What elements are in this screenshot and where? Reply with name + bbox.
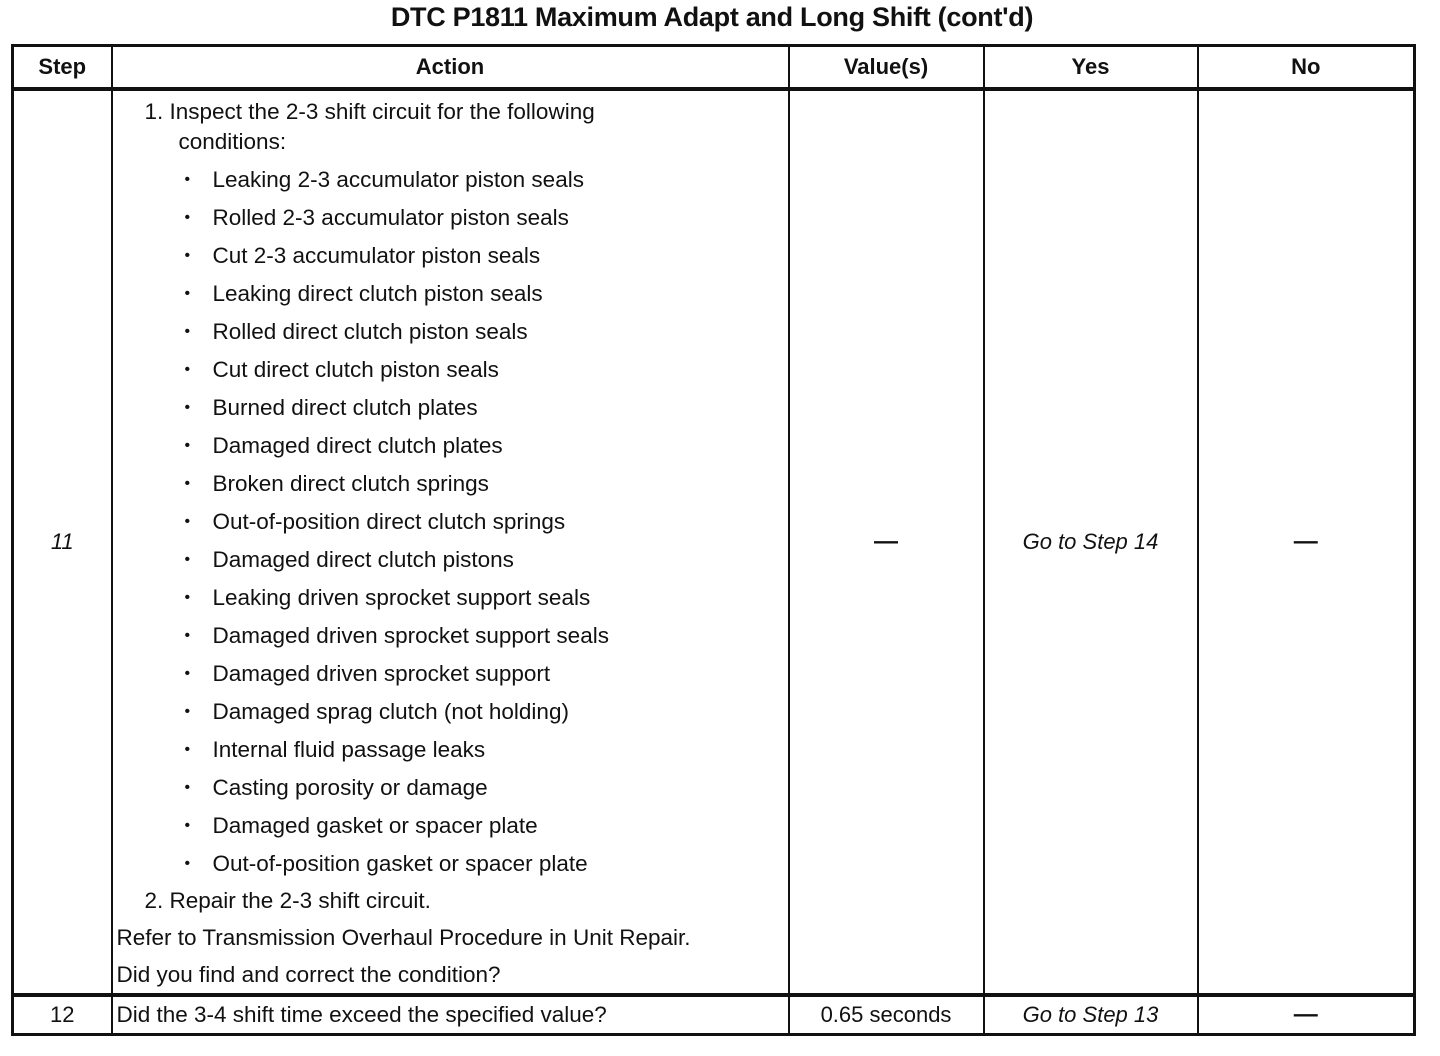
- header-action: Action: [112, 46, 789, 90]
- page-title: DTC P1811 Maximum Adapt and Long Shift (cont'd): [390, 2, 1034, 32]
- action-item-1-line2: conditions:: [178, 129, 287, 154]
- conditions-list: [113, 161, 788, 883]
- list-item: • Cut 2-3 accumulator piston seals: [113, 237, 788, 275]
- action-item-2: 2. Repair the 2-3 shift circuit.: [144, 888, 431, 913]
- list-item: • Damaged sprag clutch (not holding): [113, 693, 788, 731]
- list-item: • Internal fluid passage leaks: [113, 731, 788, 769]
- table-row-step-12: [13, 995, 1415, 1035]
- list-item: • Damaged direct clutch pistons: [113, 541, 788, 579]
- list-item: • Damaged driven sprocket support: [113, 655, 788, 693]
- header-yes: Yes: [984, 46, 1198, 90]
- list-item: • Broken direct clutch springs: [113, 465, 788, 503]
- list-item: • Damaged direct clutch plates: [113, 427, 788, 465]
- step-number: 12: [13, 995, 112, 1035]
- list-item: • Rolled 2-3 accumulator piston seals: [113, 199, 788, 237]
- list-item: • Burned direct clutch plates: [113, 389, 788, 427]
- no-dash: —: [1293, 528, 1318, 555]
- list-item: • Damaged gasket or spacer plate: [113, 807, 788, 845]
- no-dash: —: [1293, 1001, 1318, 1028]
- refer-text: Refer to Transmission Overhaul Procedure in Unit Repair.: [116, 925, 691, 950]
- no-cell: [1198, 995, 1415, 1035]
- list-item: • Leaking direct clutch piston seals: [113, 275, 788, 313]
- yes-cell: Go to Step 13: [984, 995, 1198, 1035]
- list-item: • Out-of-position direct clutch springs: [113, 503, 788, 541]
- action-item-1: [113, 91, 788, 157]
- list-item: • Casting porosity or damage: [113, 769, 788, 807]
- value-cell: 0.65 seconds: [789, 995, 984, 1035]
- step-number: 11: [13, 89, 112, 995]
- list-item: • Leaking driven sprocket support seals: [113, 579, 788, 617]
- list-item: • Cut direct clutch piston seals: [113, 351, 788, 389]
- action-cell: [112, 89, 789, 995]
- header-step: Step: [13, 46, 112, 90]
- question-text: Did the 3-4 shift time exceed the specified value?: [112, 995, 789, 1035]
- yes-cell: Go to Step 14: [984, 89, 1198, 995]
- value-dash: —: [874, 528, 898, 555]
- list-item: • Rolled direct clutch piston seals: [113, 313, 788, 351]
- action-item-1-line1: 1. Inspect the 2-3 shift circuit for the following: [144, 99, 595, 124]
- list-item: • Damaged driven sprocket support seals: [113, 617, 788, 655]
- header-values: Value(s): [789, 46, 984, 90]
- question-text: Did you find and correct the condition?: [116, 962, 501, 987]
- diagnostic-table: [11, 44, 1416, 1036]
- list-item: • Out-of-position gasket or spacer plate: [113, 845, 788, 883]
- no-cell: [1198, 89, 1415, 995]
- list-item: • Leaking 2-3 accumulator piston seals: [113, 161, 788, 199]
- table-header-row: [13, 46, 1415, 90]
- table-row-step-11: [13, 89, 1415, 995]
- header-no: No: [1198, 46, 1415, 90]
- value-cell: [789, 89, 984, 995]
